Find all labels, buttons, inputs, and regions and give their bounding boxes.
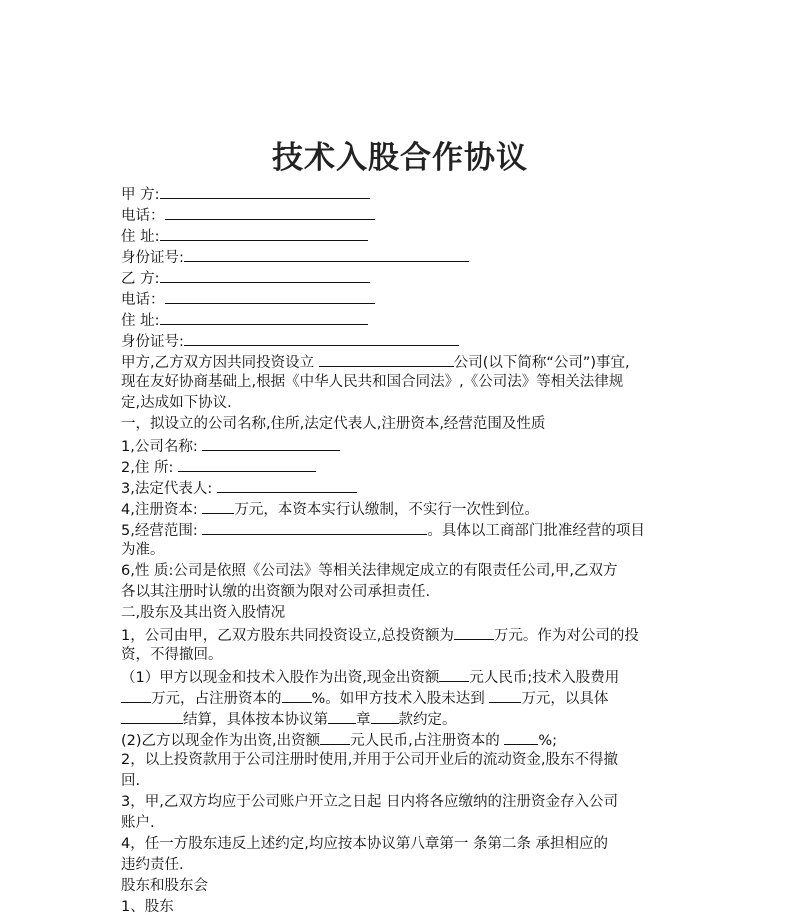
address-b-blank (160, 309, 368, 325)
party-a-contribution-2: 万元，占注册资本的 %。如甲方技术入股未达到 万元，以具体 (121, 687, 608, 710)
party-b-contribution: (2)乙方以现金作为出资,出资额 元人民币,占注册资本的 %; (121, 729, 557, 752)
deposit-line-2: 账户. (121, 815, 155, 831)
party-b-blank (160, 267, 370, 283)
share-blank (282, 687, 312, 703)
legal-rep-blank (217, 477, 357, 493)
company-name-line: 1,公司名称: (121, 435, 340, 458)
scope-line: 5,经营范围: 。具体以工商部门批准经营的项目 (121, 519, 645, 542)
party-b-amount-blank (320, 729, 350, 745)
address-a-line: 住 址: (121, 225, 368, 248)
phone-b-line: 电话： (121, 288, 375, 311)
section-1-heading: 一，拟设立的公司名称,住所,法定代表人,注册资本,经营范围及性质 (121, 416, 546, 432)
nature-line-2: 各以其注册时认缴的出资额为限对公司承担责任. (121, 584, 431, 600)
party-b-line: 乙 方: (121, 267, 370, 290)
capital-line: 4,注册资本: 万元，本资本实行认缴制，不实行一次性到位。 (121, 498, 539, 521)
tech-target-blank (489, 687, 521, 703)
id-b-blank (184, 330, 459, 346)
breach-line-1: 4，任一方股东违反上述约定,均应按本协议第八章第一 条第二条 承担相应的 (121, 836, 609, 852)
use-of-funds-2: 回. (121, 773, 141, 789)
shareholders-item-1: 1、股东 (121, 899, 174, 915)
phone-a-blank (165, 204, 375, 220)
residence-line: 2,住 所: (121, 456, 316, 479)
address-a-blank (160, 225, 368, 241)
shareholders-heading: 股东和股东会 (121, 878, 208, 894)
company-name-blank (202, 435, 340, 451)
legal-rep-line: 3,法定代表人: (121, 477, 357, 500)
document-title: 技术入股合作协议 (272, 140, 528, 176)
scope-line-2: 为准。 (121, 542, 165, 558)
intro-line-2: 现在友好协商基础上,根据《中华人民共和国合同法》,《公司法》等相关法律规 (121, 374, 624, 390)
party-b-share-blank (504, 729, 538, 745)
residence-blank (178, 456, 316, 472)
intro-line-3: 定,达成如下协议. (121, 395, 232, 411)
capital-blank (202, 498, 234, 514)
party-a-contribution-1: （1）甲方以现金和技术入股作为出资,现金出资额 元人民币;技术入股费用 (121, 666, 619, 689)
nature-line-1: 6,性 质:公司是依照《公司法》等相关法律规定成立的有限责任公司,甲,乙双方 (121, 563, 618, 579)
phone-a-line: 电话： (121, 204, 375, 227)
phone-b-blank (165, 288, 375, 304)
scope-blank (202, 519, 427, 535)
party-a-blank (160, 183, 370, 199)
investment-line-1: 1，公司由甲，乙双方股东共同投资设立,总投资额为 万元。作为对公司的投 (121, 624, 639, 647)
investment-line-2: 资，不得撤回。 (121, 647, 223, 663)
use-of-funds-1: 2，以上投资款用于公司注册时使用,并用于公司开业后的流动资金,股东不得撤 (121, 752, 618, 768)
company-blank (319, 351, 454, 367)
id-a-line: 身份证号: (121, 246, 469, 269)
tech-fee-blank (121, 687, 151, 703)
party-a-contribution-3: 结算，具体按本协议第 章 款约定。 (121, 708, 457, 731)
breach-line-2: 违约责任. (121, 857, 184, 873)
deposit-line-1: 3，甲,乙双方均应于公司账户开立之日起 日内将各应缴纳的注册资金存入公司 (121, 794, 618, 810)
settle-blank (121, 708, 183, 724)
id-b-line: 身份证号: (121, 330, 459, 353)
chapter-blank (328, 708, 356, 724)
id-a-blank (184, 246, 469, 262)
intro-line-1: 甲方,乙方双方因共同投资设立 公司(以下简称“公司”)事宜, (121, 351, 630, 374)
section-2-heading: 二,股东及其出资入股情况 (121, 605, 286, 621)
total-investment-blank (454, 624, 494, 640)
cash-blank (439, 666, 469, 682)
party-a-line: 甲 方: (121, 183, 370, 206)
clause-blank (371, 708, 399, 724)
address-b-line: 住 址: (121, 309, 368, 332)
